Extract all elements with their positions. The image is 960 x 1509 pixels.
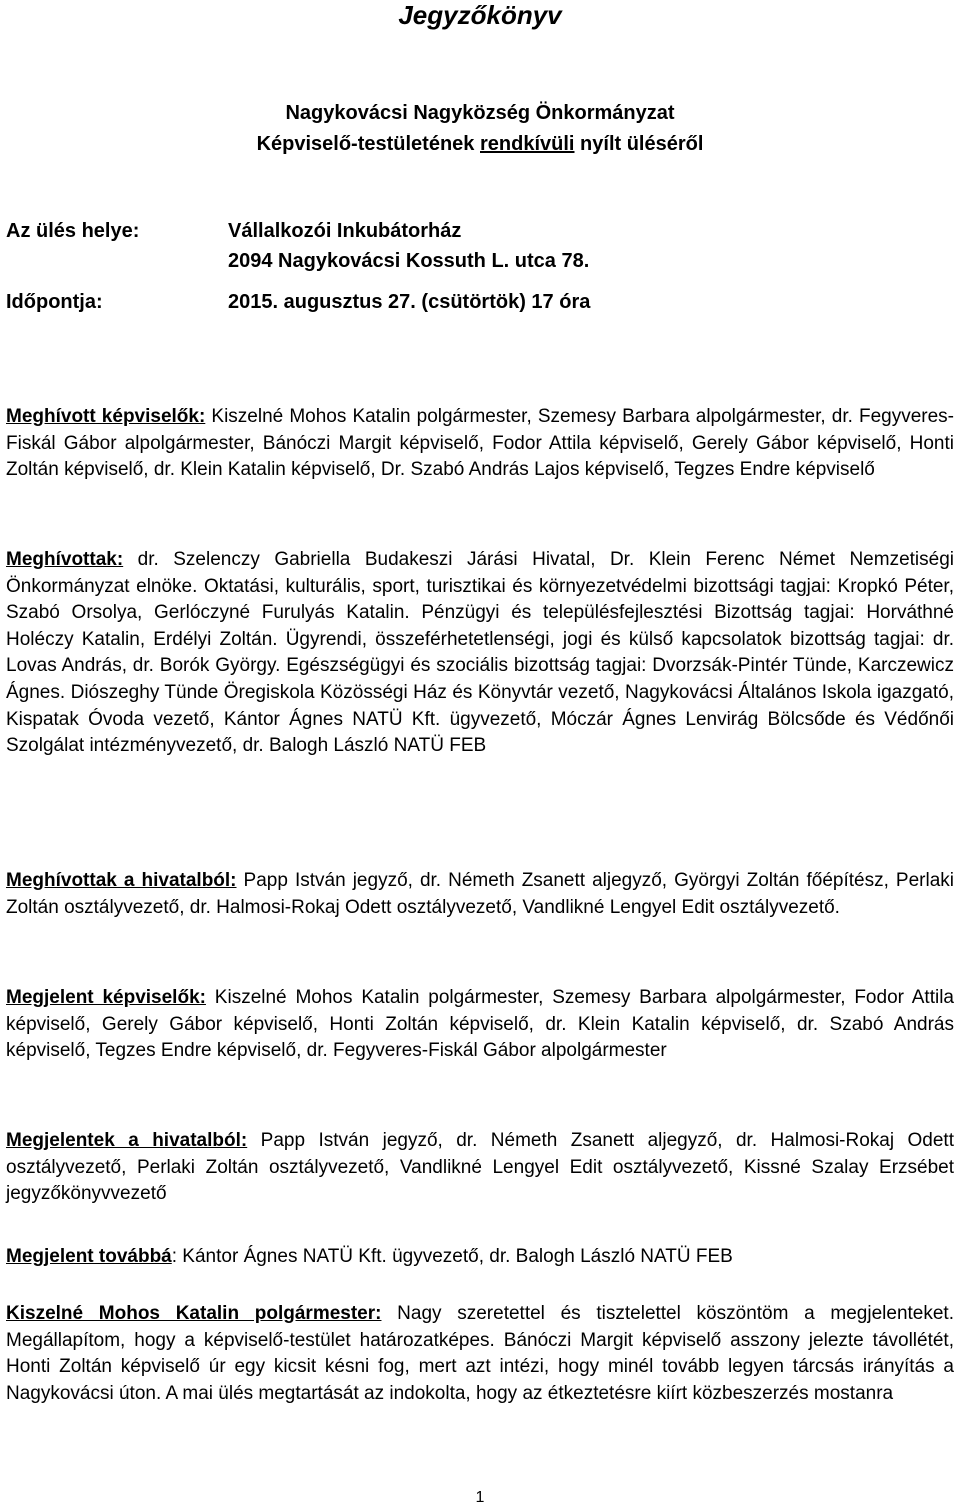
mayor-speech-label: Kiszelné Mohos Katalin polgármester: [6, 1303, 382, 1324]
invited-representatives-paragraph [6, 404, 954, 484]
present-also-label: Megjelent továbbá [6, 1246, 172, 1267]
subtitle-line-2-end: nyílt üléséről [574, 133, 704, 155]
subtitle-line-1: Nagykovácsi Nagyközség Önkormányzat [285, 102, 675, 124]
present-office-label: Megjelentek a hivatalból: [6, 1130, 248, 1151]
meeting-time-label: Időpontja: [6, 291, 103, 313]
present-also-paragraph [6, 1244, 954, 1271]
meeting-place-line-2: 2094 Nagykovácsi Kossuth L. utca 78. [228, 250, 590, 272]
meeting-place-label: Az ülés helye: [6, 220, 140, 242]
invited-guests-paragraph [6, 547, 954, 760]
invited-office-label: Meghívottak a hivatalból: [6, 870, 237, 891]
subtitle-line-2 [0, 130, 960, 158]
invited-guests-text: dr. Szelenczy Gabriella Budakeszi Járási Hivatal, Dr. Klein Ferenc Német Nemzetiségi Önkormányzat elnöke. Oktatási, kulturális, sport, turisztikai és környezetvédelmi bizottsági tagjai: Kropkó Péter, Szabó Orsolya, Gerlóczyné Furulyás Katalin. Pénzügyi és településfejlesztési Bizottság tagjai: Horváthné Holéczy Katalin, Erdélyi Zoltán. Ügyrendi, összeférhetetlenségi, jogi és külső kapcsolatok bizottság tagjai: dr. Lovas András, dr. Borók György. Egészségügyi és szociális bizottság tagjai: Dvorzsák-Pintér Tünde, Karczewicz Ágnes. Diószeghy Tünde Öregiskola Közösségi Ház és Könyvtár vezető, Nagykovácsi Általános Iskola igazgató, Kispatak Óvoda vezető, Kántor Ágnes NATÜ Kft. ügyvezető, Móczár Ágnes Lenvirág Bölcsőde és Védőnői Szolgálat intézményvezető, dr. Balogh László NATÜ FEB [6, 549, 954, 757]
present-also-text: : Kántor Ágnes NATÜ Kft. ügyvezető, dr. Balogh László NATÜ FEB [171, 1246, 733, 1267]
invited-guests-label: Meghívottak: [6, 549, 124, 570]
document-title: Jegyzőkönyv [398, 0, 562, 30]
subtitle-line-2-start: Képviselő-testületének [256, 133, 480, 155]
present-office-text: Papp István jegyző, dr. Németh Zsanett aljegyző, dr. Halmosi-Rokaj Odett osztályvezető, Perlaki Zoltán osztályvezető, Vandlikné Lengyel Edit osztályvezető, Kissné Szalay Erzsébet jegyzőkönyvvezető [6, 1130, 954, 1205]
invited-representatives-text: Kiszelné Mohos Katalin polgármester, Szemesy Barbara alpolgármester, dr. Fegyveres-Fiskál Gábor alpolgármester, Bánóczi Margit képviselő, Fodor Attila képviselő, Gerely Gábor képviselő, Honti Zoltán képviselő, dr. Klein Katalin képviselő, Dr. Szabó András Lajos képviselő, Tegzes Endre képviselő [6, 406, 954, 481]
mayor-speech-paragraph [6, 1301, 954, 1407]
page-number: 1 [475, 1489, 485, 1506]
present-representatives-paragraph [6, 985, 954, 1065]
invited-representatives-label: Meghívott képviselők: [6, 406, 206, 427]
present-office-paragraph [6, 1128, 954, 1208]
invited-office-text: Papp István jegyző, dr. Németh Zsanett aljegyző, Györgyi Zoltán főépítész, Perlaki Zoltán osztályvezető, dr. Halmosi-Rokaj Odett osztályvezető, Vandlikné Lengyel Edit osztályvezető. [6, 870, 954, 918]
mayor-speech-text: Nagy szeretettel és tisztelettel köszöntöm a megjelenteket. Megállapítom, hogy a képviselő-testület határozatképes. Bánóczi Margit képviselő asszony jelezte távollétét, Honti Zoltán képviselő úr egy kicsit késni fog, mert azt intézi, hogy minél tovább legyen tárcsás irányítás a Nagykovácsi úton. A mai ülés megtartását az indokolta, hogy az étkeztetésre kiírt közbeszerzés mostanra [6, 1303, 954, 1404]
present-representatives-label: Megjelent képviselők: [6, 987, 206, 1008]
meeting-place-line-1: Vállalkozói Inkubátorház [228, 220, 462, 242]
present-representatives-text: Kiszelné Mohos Katalin polgármester, Szemesy Barbara alpolgármester, Fodor Attila képviselő, Gerely Gábor képviselő, Honti Zoltán képviselő, dr. Klein Katalin képviselő, dr. Szabó András képviselő, Tegzes Endre képviselő, dr. Fegyveres-Fiskál Gábor alpolgármester [6, 987, 954, 1062]
meeting-time-value: 2015. augusztus 27. (csütörtök) 17 óra [228, 291, 591, 313]
invited-office-paragraph [6, 868, 954, 921]
subtitle-extraordinary: rendkívüli [480, 133, 575, 155]
